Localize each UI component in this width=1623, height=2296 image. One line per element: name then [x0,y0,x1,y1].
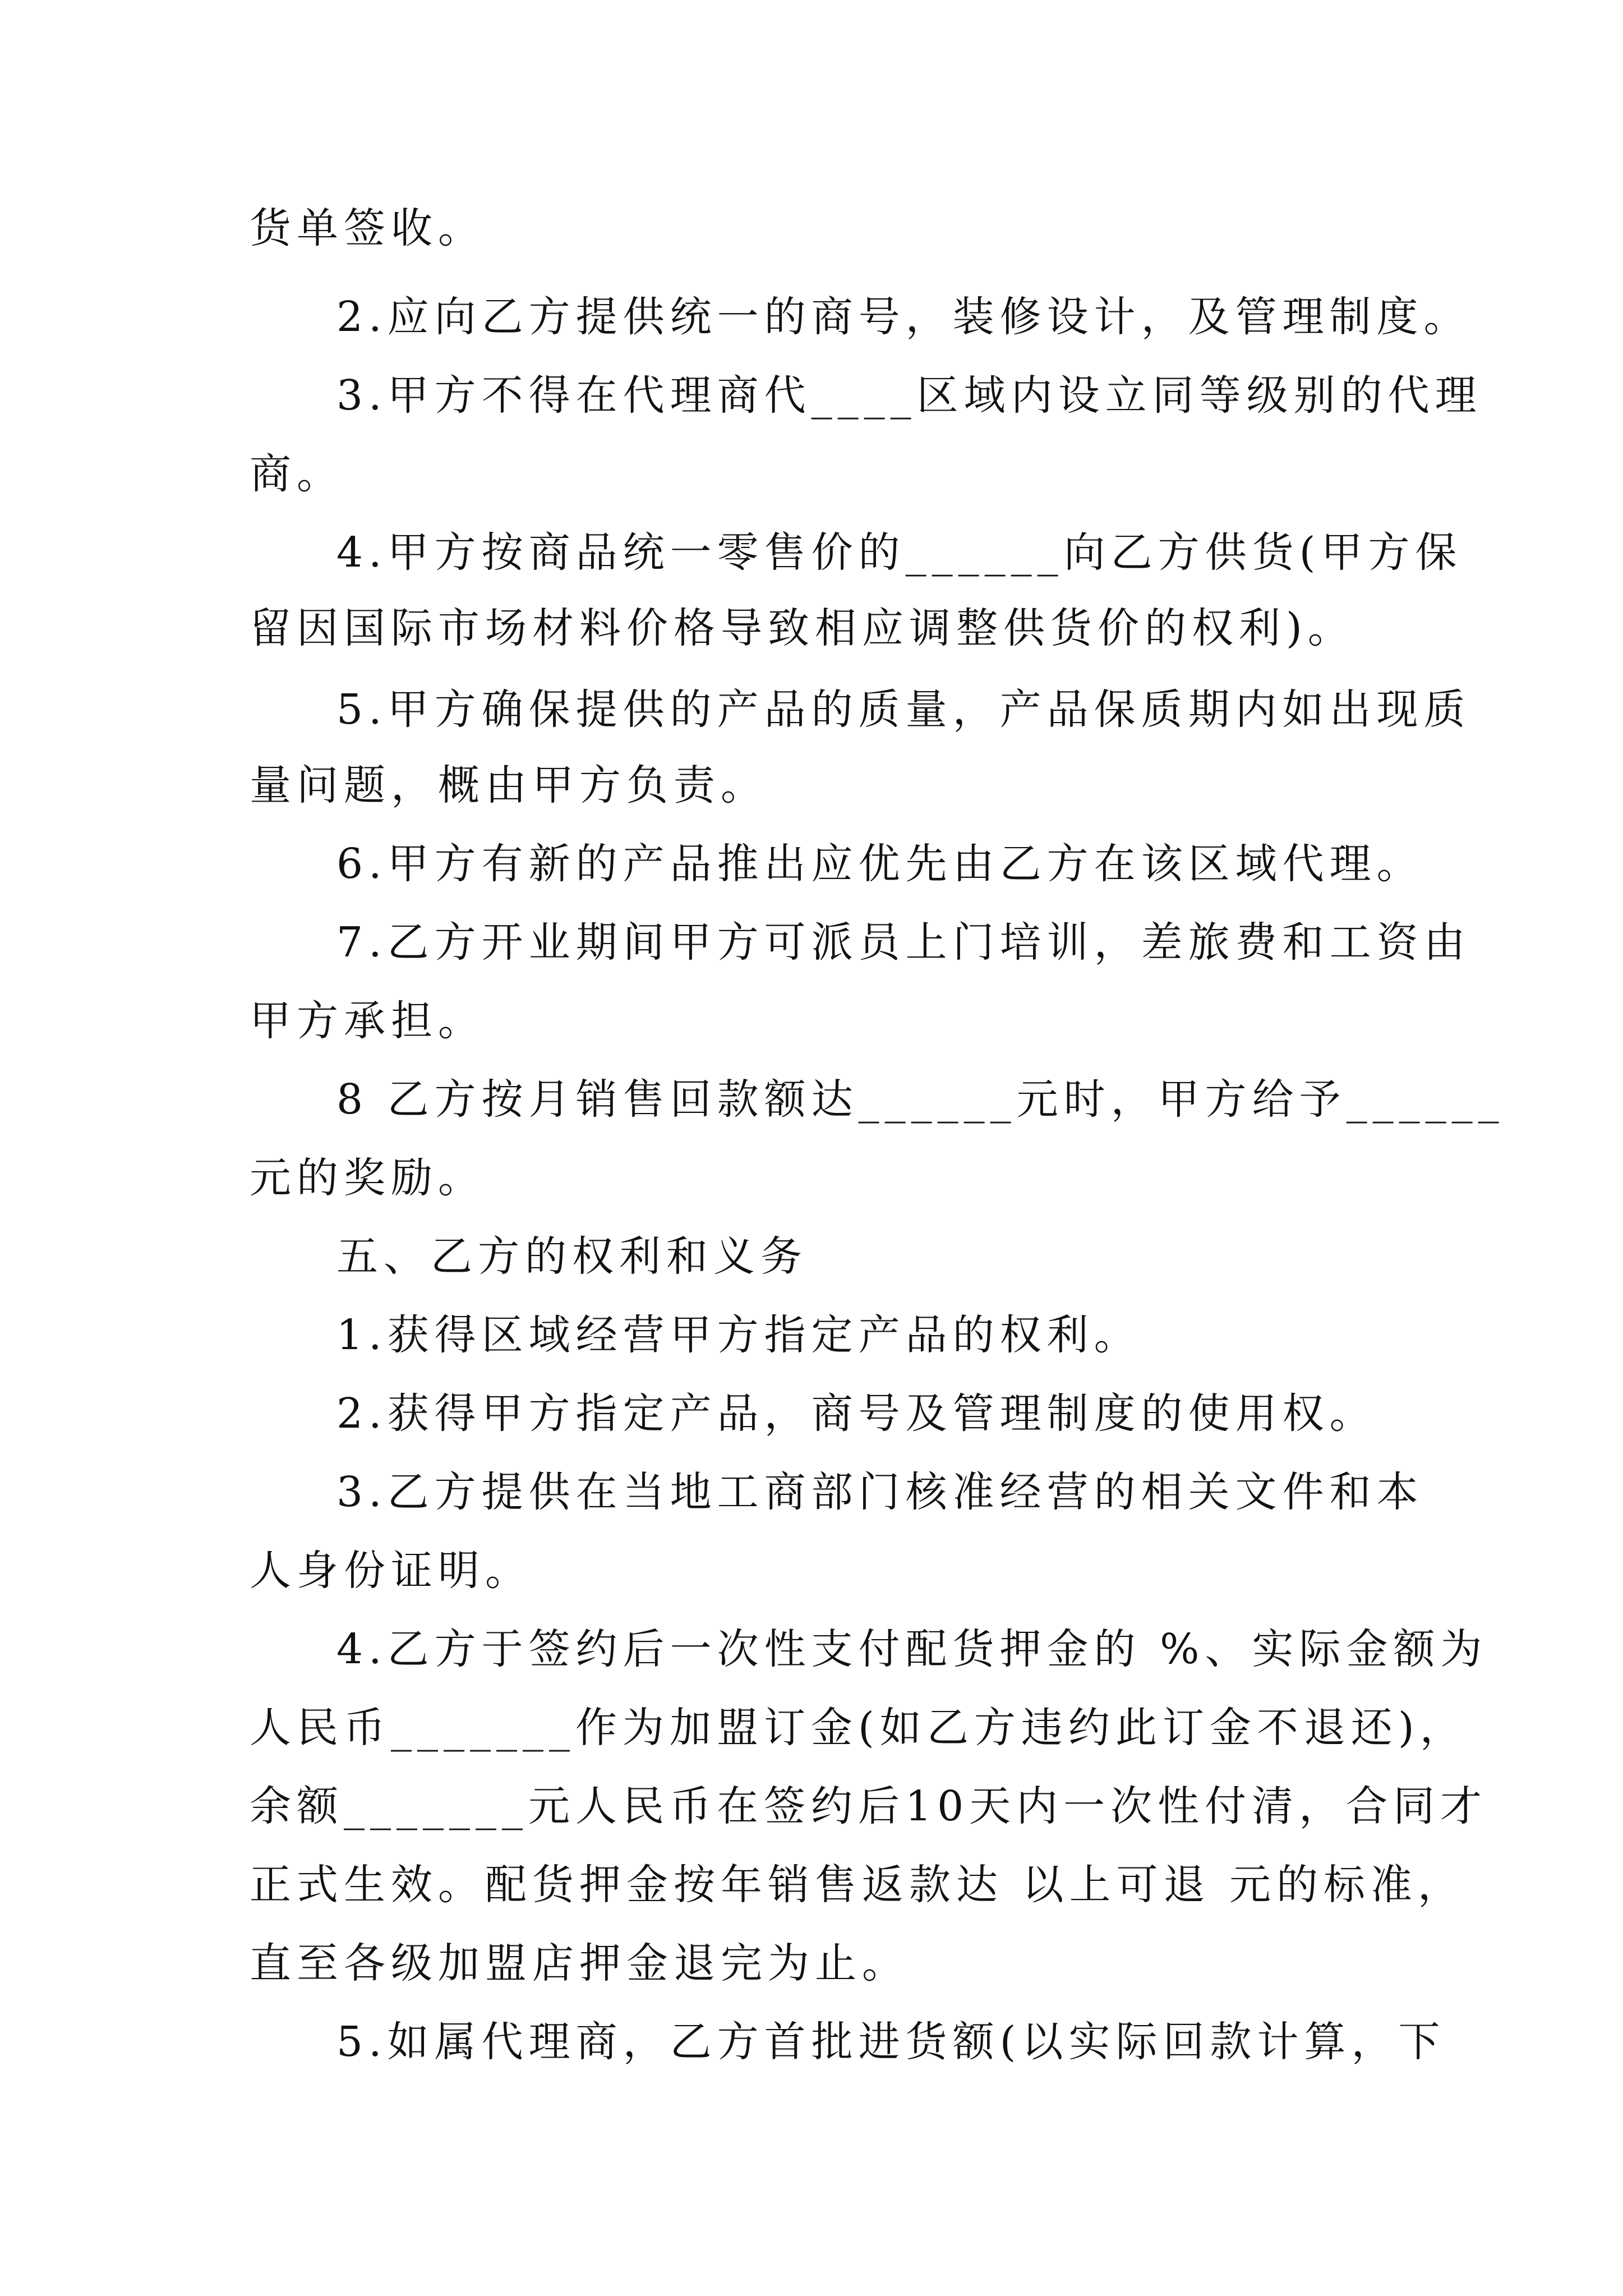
section-heading-5: 五、乙方的权利和义务 [336,1232,808,1281]
text-line-20: 人民币_______作为加盟订金(如乙方违约此订金不退还)， [250,1704,1467,1752]
text-line-2: 2.应向乙方提供统一的商号，装修设计，及管理制度。 [336,293,1471,341]
text-line-15: 1.获得区域经营甲方指定产品的权利。 [336,1311,1141,1359]
text-line-17: 3.乙方提供在当地工商部门核准经营的相关文件和本 [336,1468,1424,1516]
text-line-19: 4.乙方于签约后一次性支付配货押金的 %、实际金额为 [336,1625,1488,1673]
text-line-16: 2.获得甲方指定产品，商号及管理制度的使用权。 [336,1389,1377,1438]
text-line-13: 元的奖励。 [250,1154,485,1202]
text-line-22: 正式生效。配货押金按年销售返款达 以上可退 元的标准， [250,1861,1465,1909]
text-line-6: 留因国际市场材料价格导致相应调整供货价的权利)。 [250,604,1355,652]
text-line-10: 7.乙方开业期间甲方可派员上门培训，差旅费和工资由 [336,918,1471,967]
text-line-8: 量问题，概由甲方负责。 [250,761,768,809]
text-line-24: 5.如属代理商，乙方首批进货额(以实际回款计算，下 [336,2018,1446,2066]
text-line-4: 商。 [250,450,344,498]
text-line-23: 直至各级加盟店押金退完为止。 [250,1939,909,1987]
text-line-12: 8 乙方按月销售回款额达______元时，甲方给予______ [336,1075,1505,1124]
text-line-18: 人身份证明。 [250,1547,532,1595]
text-line-11: 甲方承担。 [250,997,485,1045]
text-line-1: 货单签收。 [250,204,485,252]
text-line-7: 5.甲方确保提供的产品的质量，产品保质期内如出现质 [336,685,1471,734]
text-line-3: 3.甲方不得在代理商代____区域内设立同等级别的代理 [336,371,1482,420]
text-line-21: 余额_______元人民币在签约后10天内一次性付清，合同才 [250,1782,1488,1830]
text-line-5: 4.甲方按商品统一零售价的______向乙方供货(甲方保 [336,528,1463,577]
text-line-9: 6.甲方有新的产品推出应优先由乙方在该区域代理。 [336,840,1424,888]
